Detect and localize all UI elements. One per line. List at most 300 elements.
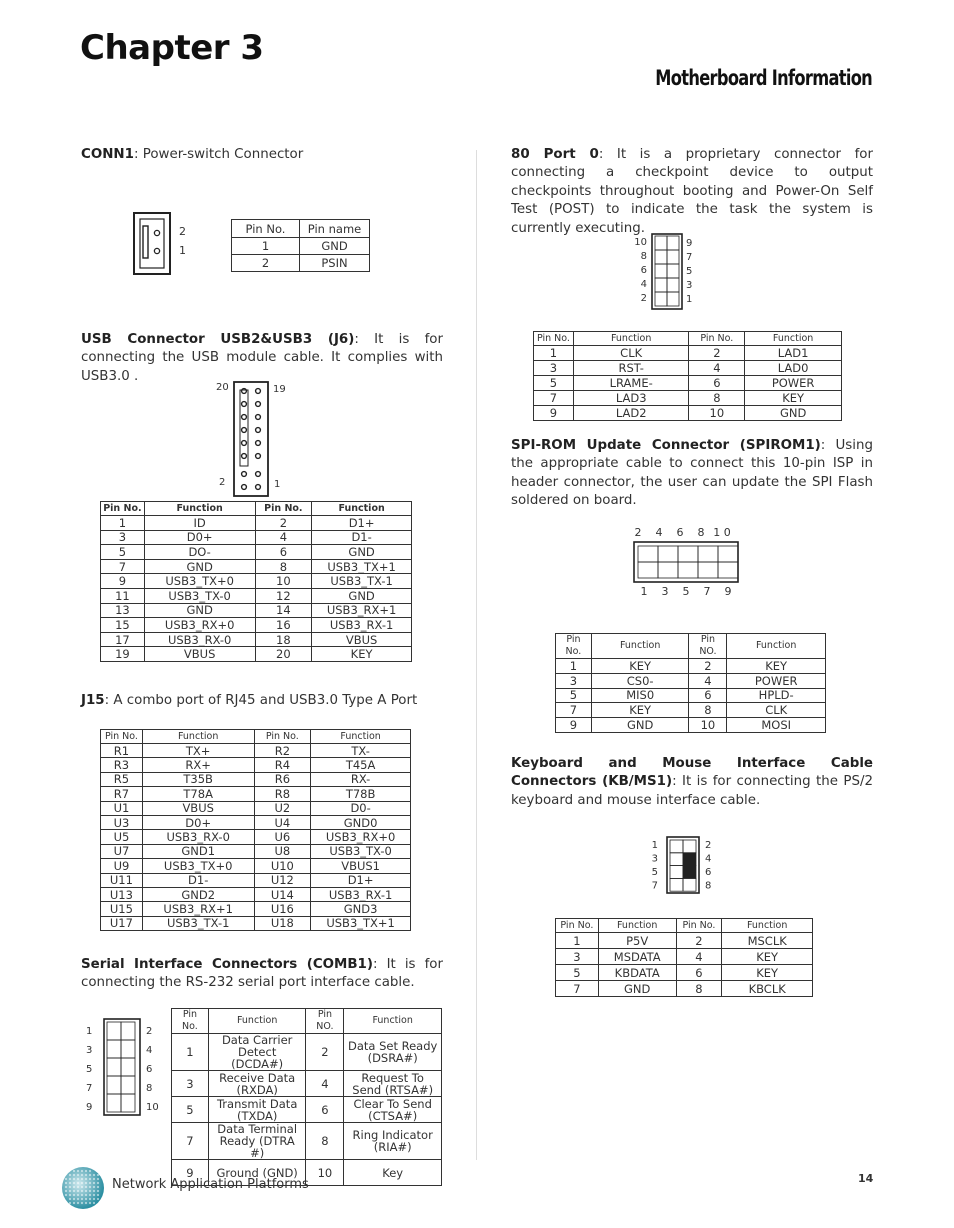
serial-title: Serial Interface Connectors (COMB1)	[81, 957, 373, 972]
conn1-text: : Power-switch Connector	[133, 147, 304, 162]
table-cell: USB3_RX+1	[142, 902, 254, 916]
kbms-text: : It is for connecting the PS/2 keyboard and mouse interface cable.	[511, 774, 874, 808]
pin-label: 6	[640, 265, 647, 276]
table-cell: 2	[232, 255, 300, 272]
table-cell: 10	[255, 574, 312, 589]
table-header: Pin No.	[676, 919, 722, 933]
table-cell: CLK	[573, 346, 689, 361]
table-cell: GND	[300, 238, 370, 255]
serial-description	[81, 956, 443, 993]
table-cell: U2	[254, 801, 311, 815]
serial-text: : It is for connecting the RS-232 serial port interface cable.	[81, 957, 443, 991]
table-cell: U14	[254, 887, 311, 901]
table-cell: 18	[255, 632, 312, 647]
table-cell: VBUS	[312, 632, 412, 647]
table-cell: LAD3	[573, 391, 689, 406]
table-cell: USB3_RX-1	[311, 887, 411, 901]
table-cell: T78B	[311, 787, 411, 801]
port80-pin-labels	[634, 237, 692, 305]
serial-pin-table	[171, 1008, 442, 1186]
pin-cell	[655, 250, 667, 264]
table-cell: 1	[232, 238, 300, 255]
table-header: Pin name	[300, 220, 370, 238]
table-cell: U12	[254, 873, 311, 887]
usb-text: : It is for connecting the USB module cable. It complies with USB3.0 .	[81, 332, 444, 384]
table-cell: 2	[676, 933, 722, 949]
table-cell: 8	[676, 981, 722, 997]
table-cell: 9	[172, 1160, 209, 1186]
table-cell: U1	[101, 801, 143, 815]
pin-cell	[667, 236, 679, 250]
table-cell: MSDATA	[598, 949, 676, 965]
table-cell: 5	[101, 545, 145, 560]
table-row	[172, 1123, 442, 1160]
table-cell: D1-	[312, 530, 412, 545]
table-header: Pin No.	[101, 730, 143, 744]
table-cell: 8	[255, 559, 312, 574]
table-header: Function	[722, 919, 813, 933]
table-cell: Clear To Send (CTSA#)	[344, 1097, 442, 1123]
pin-label: 2	[640, 293, 647, 304]
table-cell: MSCLK	[722, 933, 813, 949]
table-cell: VBUS	[142, 801, 254, 815]
table-cell: 6	[689, 688, 727, 703]
table-cell: D1+	[312, 516, 412, 531]
pin-hole	[256, 441, 261, 446]
table-cell: D1-	[142, 873, 254, 887]
table-cell: 2	[255, 516, 312, 531]
table-cell: 12	[255, 588, 312, 603]
table-header: Pin No.	[556, 634, 592, 659]
table-header: Pin No.	[255, 502, 312, 516]
table-cell: USB3_RX-0	[144, 632, 255, 647]
table-header: Function	[745, 332, 842, 346]
table-cell: KEY	[722, 965, 813, 981]
pin-label: 1	[686, 294, 693, 305]
table-cell: GND	[144, 559, 255, 574]
table-row	[556, 965, 813, 981]
pin-cell	[698, 546, 718, 562]
table-row	[101, 559, 412, 574]
table-row	[101, 647, 412, 662]
table-header: Pin No.	[172, 1009, 209, 1034]
table-cell: KBDATA	[598, 965, 676, 981]
table-header: Function	[598, 919, 676, 933]
table-cell: ID	[144, 516, 255, 531]
pin-label: 8	[705, 880, 712, 892]
table-cell: USB3_TX-0	[311, 844, 411, 858]
pin-label: 5	[682, 585, 690, 598]
pin-hole	[256, 472, 261, 477]
table-cell: DO-	[144, 545, 255, 560]
table-cell: GND	[144, 603, 255, 618]
table-cell: R1	[101, 744, 143, 758]
pin-cell	[658, 546, 678, 562]
table-cell: USB3_RX+0	[144, 618, 255, 633]
table-cell: USB3_TX+0	[142, 859, 254, 873]
table-cell: PSIN	[300, 255, 370, 272]
pin-label: 6	[676, 526, 684, 539]
table-cell: 5	[556, 688, 592, 703]
spirom-pin-grid	[638, 546, 738, 578]
pin-cell	[670, 866, 683, 879]
table-cell: 7	[556, 703, 592, 718]
pin-label: 8	[146, 1083, 153, 1094]
table-header: Pin No.	[689, 332, 745, 346]
table-cell: 1	[101, 516, 145, 531]
table-cell: P5V	[598, 933, 676, 949]
table-cell: R5	[101, 772, 143, 786]
pin-hole	[242, 389, 247, 394]
table-row	[556, 981, 813, 997]
pin-cell	[655, 264, 667, 278]
kbms-title: Keyboard and Mouse Interface Cable Connectors (KB/MS1)	[511, 756, 873, 790]
pin-cell	[121, 1076, 135, 1094]
table-row	[534, 406, 842, 421]
usb-pin-table	[100, 501, 412, 662]
spirom-header-diagram	[628, 524, 744, 600]
pin-cell	[655, 278, 667, 292]
pin-cell	[678, 562, 698, 578]
pin-hole	[242, 428, 247, 433]
table-cell: 10	[306, 1160, 344, 1186]
table-cell: U15	[101, 902, 143, 916]
table-row	[101, 588, 412, 603]
table-cell: 7	[534, 391, 574, 406]
table-cell: 1	[556, 659, 592, 674]
kbms-header-diagram	[648, 834, 718, 896]
table-cell: 11	[101, 588, 145, 603]
table-cell: U10	[254, 859, 311, 873]
table-cell: 3	[101, 530, 145, 545]
port80-pin-table	[533, 331, 842, 421]
table-cell: USB3_TX+0	[144, 574, 255, 589]
pin-cell	[638, 562, 658, 578]
table-row	[101, 772, 411, 786]
table-cell: KEY	[591, 659, 689, 674]
table-row	[556, 659, 826, 674]
table-cell: LAD1	[745, 346, 842, 361]
pin-cell	[683, 866, 696, 879]
table-row	[172, 1034, 442, 1071]
pin-cell	[670, 840, 683, 853]
table-row	[556, 703, 826, 718]
table-cell: GND3	[311, 902, 411, 916]
table-cell: Data Terminal Ready (DTRA #)	[208, 1123, 306, 1160]
table-header: Pin NO.	[306, 1009, 344, 1034]
pin-cell	[670, 878, 683, 891]
pin-hole	[242, 472, 247, 477]
pin-label: 8	[697, 526, 705, 539]
pin-label: 2	[634, 526, 642, 539]
pin-cell	[683, 878, 696, 891]
table-cell: KEY	[745, 391, 842, 406]
pin-hole	[242, 415, 247, 420]
table-cell: VBUS	[144, 647, 255, 662]
pin-cell	[121, 1040, 135, 1058]
table-cell: U3	[101, 815, 143, 829]
table-cell: MOSI	[727, 718, 826, 733]
table-cell: GND	[312, 588, 412, 603]
pin-label: 4	[640, 279, 647, 290]
table-cell: 17	[101, 632, 145, 647]
table-cell: 3	[556, 949, 599, 965]
table-cell: Ring Indicator (RIA#)	[344, 1123, 442, 1160]
table-cell: 5	[534, 376, 574, 391]
pin-cell	[121, 1058, 135, 1076]
pin-cell	[667, 264, 679, 278]
table-row	[534, 361, 842, 376]
table-header: Pin No.	[534, 332, 574, 346]
pin-cell	[121, 1022, 135, 1040]
table-cell: U18	[254, 916, 311, 930]
table-cell: R8	[254, 787, 311, 801]
table-cell: U7	[101, 844, 143, 858]
table-cell: HPLD-	[727, 688, 826, 703]
table-cell: 7	[556, 981, 599, 997]
pin-hole	[256, 402, 261, 407]
pin-label: 5	[651, 867, 658, 878]
table-cell: GND	[745, 406, 842, 421]
table-cell: POWER	[745, 376, 842, 391]
table-cell: 7	[101, 559, 145, 574]
table-row	[172, 1071, 442, 1097]
table-cell: GND	[598, 981, 676, 997]
pin-cell	[678, 546, 698, 562]
pin-label: 1	[651, 840, 658, 851]
usb-pin-label: 19	[273, 384, 286, 395]
serial-pin-labels	[86, 1026, 159, 1113]
pin-cell	[670, 853, 683, 866]
pin-label: 4	[146, 1045, 153, 1056]
table-row	[101, 758, 411, 772]
table-header: Function	[144, 502, 255, 516]
table-header: Pin No.	[254, 730, 311, 744]
pin-hole	[256, 454, 261, 459]
table-row	[101, 787, 411, 801]
table-cell: USB3_TX-1	[142, 916, 254, 930]
table-cell: 2	[689, 659, 727, 674]
table-cell: 5	[556, 965, 599, 981]
pin-label: 9	[86, 1102, 93, 1113]
table-header: Function	[591, 634, 689, 659]
pin-cell	[667, 278, 679, 292]
table-cell: U8	[254, 844, 311, 858]
table-row	[101, 516, 412, 531]
conn1-description	[81, 146, 451, 164]
table-row	[556, 933, 813, 949]
table-cell: GND2	[142, 887, 254, 901]
table-cell: USB3_TX+1	[311, 916, 411, 930]
kbms-pin-grid	[670, 840, 696, 891]
table-cell: T35B	[142, 772, 254, 786]
pin-cell	[655, 292, 667, 306]
table-header: Function	[344, 1009, 442, 1034]
port80-header-diagram	[630, 230, 700, 312]
table-cell: 19	[101, 647, 145, 662]
table-cell: GND	[312, 545, 412, 560]
pin-cell	[667, 292, 679, 306]
usb-pin-label: 2	[219, 477, 226, 488]
table-row	[101, 632, 412, 647]
table-cell: 3	[556, 673, 592, 688]
table-cell: U5	[101, 830, 143, 844]
table-cell: LAD0	[745, 361, 842, 376]
table-cell: U16	[254, 902, 311, 916]
pin-cell	[667, 250, 679, 264]
table-cell: RST-	[573, 361, 689, 376]
table-cell: 8	[689, 703, 727, 718]
table-cell: T78A	[142, 787, 254, 801]
pin-label: 7	[651, 880, 658, 892]
j15-text: : A combo port of RJ45 and USB3.0 Type A Port	[104, 693, 418, 708]
pin-label: 5	[686, 266, 693, 277]
conn1-pin-label: 1	[179, 244, 186, 257]
port80-pin-grid	[655, 236, 679, 306]
pin-cell	[718, 562, 738, 578]
table-row	[101, 887, 411, 901]
table-cell: RX-	[311, 772, 411, 786]
table-cell: Data Carrier Detect (DCDA#)	[208, 1034, 306, 1071]
table-cell: Key	[344, 1160, 442, 1186]
pin-hole	[256, 428, 261, 433]
table-cell: USB3_RX+1	[312, 603, 412, 618]
table-cell: USB3_RX-1	[312, 618, 412, 633]
table-cell: 6	[255, 545, 312, 560]
pin-cell	[121, 1094, 135, 1112]
table-cell: 4	[255, 530, 312, 545]
table-cell: 14	[255, 603, 312, 618]
table-row	[101, 744, 411, 758]
table-cell: KEY	[727, 659, 826, 674]
usb-title: USB Connector USB2&USB3 (J6)	[81, 332, 355, 347]
pin-cell	[107, 1022, 121, 1040]
usb-pin-label: 1	[274, 479, 281, 490]
pin-label: 7	[86, 1083, 93, 1094]
pin-label: 3	[661, 585, 669, 598]
table-row	[101, 545, 412, 560]
table-cell: U17	[101, 916, 143, 930]
table-cell: R6	[254, 772, 311, 786]
serial-pin-grid	[107, 1022, 135, 1112]
table-header: Function	[573, 332, 689, 346]
pin-cell	[698, 562, 718, 578]
pin-label: 1 0	[713, 526, 731, 539]
pin-label: 1	[640, 585, 648, 598]
table-cell: GND1	[142, 844, 254, 858]
kbms-description	[511, 755, 873, 810]
table-header: Function	[727, 634, 826, 659]
table-cell: Data Set Ready (DSRA#)	[344, 1034, 442, 1071]
pin-label: 3	[86, 1045, 93, 1056]
table-cell: 7	[172, 1123, 209, 1160]
section-title: Motherboard Information	[655, 66, 872, 90]
table-cell: USB3_RX-0	[142, 830, 254, 844]
port80-description	[511, 146, 873, 238]
table-header: Function	[142, 730, 254, 744]
pin-label: 9	[686, 238, 693, 249]
table-row	[534, 346, 842, 361]
pin-cell	[718, 546, 738, 562]
table-cell: 4	[676, 949, 722, 965]
pin-hole	[242, 441, 247, 446]
pin-cell	[638, 546, 658, 562]
table-row	[101, 859, 411, 873]
pin-label: 10	[634, 237, 647, 248]
table-cell: 10	[689, 718, 727, 733]
table-cell: 13	[101, 603, 145, 618]
pin-label: 4	[655, 526, 663, 539]
table-cell: USB3_TX-0	[144, 588, 255, 603]
table-cell: TX-	[311, 744, 411, 758]
pin-label: 6	[146, 1064, 153, 1075]
table-row	[101, 815, 411, 829]
table-header: Function	[312, 502, 412, 516]
table-cell: R2	[254, 744, 311, 758]
table-cell: 10	[689, 406, 745, 421]
table-cell: 4	[306, 1071, 344, 1097]
table-cell: U9	[101, 859, 143, 873]
table-cell: R7	[101, 787, 143, 801]
pin-label: 3	[686, 280, 693, 291]
pin-cell	[658, 562, 678, 578]
pin-label: 6	[705, 867, 712, 878]
table-row	[101, 603, 412, 618]
table-cell: R4	[254, 758, 311, 772]
table-row	[101, 902, 411, 916]
table-cell: D1+	[311, 873, 411, 887]
table-row	[172, 1097, 442, 1123]
table-row	[101, 873, 411, 887]
table-row	[101, 801, 411, 815]
pin-label: 2	[146, 1026, 153, 1037]
table-cell: POWER	[727, 673, 826, 688]
table-cell: 2	[689, 346, 745, 361]
table-cell: KBCLK	[722, 981, 813, 997]
table-cell: LAD2	[573, 406, 689, 421]
table-row	[101, 618, 412, 633]
table-cell: LRAME-	[573, 376, 689, 391]
spirom-pin-table	[555, 633, 826, 733]
table-cell: U6	[254, 830, 311, 844]
table-cell: Receive Data (RXDA)	[208, 1071, 306, 1097]
table-cell: 3	[172, 1071, 209, 1097]
port80-title: 80 Port 0	[511, 147, 599, 162]
table-row	[101, 530, 412, 545]
table-row	[101, 916, 411, 930]
table-cell: 8	[689, 391, 745, 406]
pin-cell	[683, 853, 696, 866]
table-header: Function	[311, 730, 411, 744]
footer-text: Network Application Platforms	[112, 1177, 309, 1192]
table-row	[101, 830, 411, 844]
table-cell: 6	[676, 965, 722, 981]
table-cell: D0-	[311, 801, 411, 815]
pin-label: 9	[724, 585, 732, 598]
conn1-pin-label: 2	[179, 225, 186, 238]
column-divider	[476, 150, 477, 1160]
table-cell: 8	[306, 1123, 344, 1160]
table-cell: R3	[101, 758, 143, 772]
pin-hole	[256, 389, 261, 394]
pin-cell	[107, 1094, 121, 1112]
table-cell: T45A	[311, 758, 411, 772]
table-cell: CS0-	[591, 673, 689, 688]
conn1-diagram	[130, 210, 200, 280]
table-cell: 4	[689, 361, 745, 376]
table-cell: Transmit Data (TXDA)	[208, 1097, 306, 1123]
table-cell: USB3_TX-1	[312, 574, 412, 589]
